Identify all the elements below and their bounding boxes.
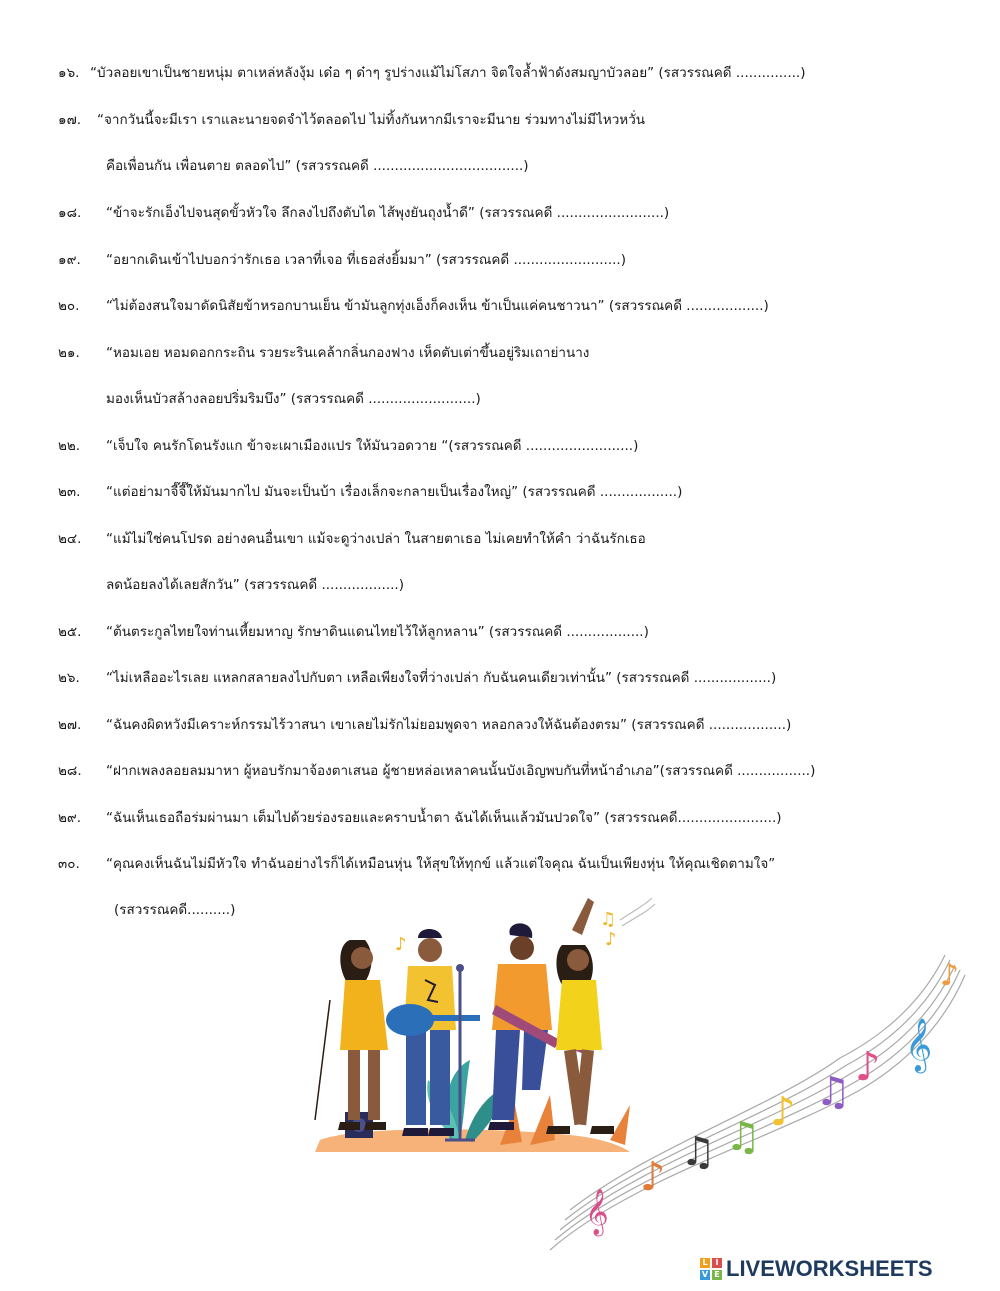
music-note-icon: ♫ <box>680 1129 716 1175</box>
treble-clef-icon: 𝄞 <box>585 1189 609 1235</box>
singer-left <box>315 940 388 1130</box>
liveworksheets-logo-icon: L I V E <box>700 1258 722 1280</box>
treble-clef-icon: 𝄞 <box>905 1017 933 1071</box>
question-number: ๒๗. <box>58 717 82 733</box>
question-text: “ฉันคงผิดหวังมีเคราะห์กรรมไร้วาสนา เขาเลยไม่รักไม่ยอมพูดจา หลอกลวงให้ฉันต้องตรม” (รสวรรณคดี ..................) <box>106 717 792 733</box>
question-text: “ข้าจะรักเอ็งไปจนสุดขั้วหัวใจ ลึกลงไปถึงตับไต ไส้พุงยันถุงน้ำดี” (รสวรรณคดี .........................) <box>106 205 670 221</box>
question-number: ๑๖. <box>58 65 80 81</box>
question-number: ๒๔. <box>58 531 82 547</box>
singer-right <box>546 898 617 1134</box>
music-note-icon: ♪ <box>855 1044 881 1090</box>
question-text: “หอมเอย หอมดอกกระถิน รวยระรินเคล้ากลิ่นกองฟาง เห็ดตับเต่าขึ้นอยู่ริมเถาย่านาง <box>106 345 590 361</box>
question-text: “แต่อย่ามาจี๊จี๊ให้มันมากไป มันจะเป็นบ้า เรื่องเล็กจะกลายเป็นเรื่องใหญ่” (รสวรรณคดี ..................) <box>106 484 683 500</box>
question-number: ๒๐. <box>58 298 80 314</box>
question-number: ๑๘. <box>58 205 82 221</box>
question-text-continuation: (รสวรรณคดี..........) <box>114 902 236 918</box>
question-number: ๒๙. <box>58 810 82 826</box>
band-music-illustration <box>300 890 980 1260</box>
question-text: “จากวันนี้จะมีเรา เราและนายจดจำไว้ตลอดไป ไม่ทิ้งกันหากมีเราจะมีนาย ร่วมทางไม่มีไหวหวั่น <box>97 112 646 128</box>
question-number: ๓๐. <box>58 856 80 872</box>
question-text: “แม้ไม่ใช่คนโปรด อย่างคนอื่นเขา แม้จะดูว่างเปล่า ในสายตาเธอ ไม่เคยทำให้คำ ว่าฉันรักเธอ <box>106 531 646 547</box>
question-text: “เจ็บใจ คนรักโดนรังแก ข้าจะเผาเมืองแปร ให้มันวอดวาย “(รสวรรณคดี .........................) <box>106 438 639 454</box>
question-text-continuation: มองเห็นบัวสล้างลอยปริ่มริมบึง” (รสวรรณคดี .........................) <box>106 391 481 407</box>
question-text: “ต้นตระกูลไทยใจท่านเหี้ยมหาญ รักษาดินแดนไทยไว้ให้ลูกหลาน” (รสวรรณคดี ..................) <box>106 624 649 640</box>
music-note-icon: ♪ <box>640 1154 666 1200</box>
music-notes <box>585 958 959 1237</box>
question-number: ๒๑. <box>58 345 80 361</box>
brand-name: LIVEWORKSHEETS <box>726 1256 933 1281</box>
music-note-icon: ♫ <box>600 909 617 930</box>
liveworksheets-brand <box>700 1256 933 1282</box>
question-text: “คุณคงเห็นฉันไม่มีหัวใจ ทำฉันอย่างไรก็ได้เหมือนหุ่น ให้สุขให้ทุกข์ แล้วแต่ใจคุณ ฉันเป็นเพียงหุ่น ให้คุณเชิดตามใจ” <box>106 856 776 872</box>
music-note-icon: ♪ <box>605 929 617 950</box>
music-staff-ribbon <box>550 955 965 1250</box>
question-text: “บัวลอยเขาเป็นชายหนุ่ม ตาเหล่หลังงุ้ม เด๋อ ๆ ด๋าๆ รูปร่างแม้ไม่โสภา จิตใจล้ำฟ้าดังสมญาบัวลอย” (รสวรรณคดี ...............) <box>90 65 806 81</box>
question-text: “อยากเดินเข้าไปบอกว่ารักเธอ เวลาที่เจอ ที่เธอส่งยิ้มมา” (รสวรรณคดี .........................) <box>106 252 626 268</box>
question-text-continuation: คือเพื่อนกัน เพื่อนตาย ตลอดไป” (รสวรรณคดี ...................................) <box>106 158 529 174</box>
music-note-icon: ♪ <box>395 934 407 955</box>
question-text: “ไม่ต้องสนใจมาดัดนิสัยข้าหรอกบานเย็น ข้ามันลูกทุ่งเอ็งก็คงเห็น ข้าเป็นแค่คนชาวนา” (รสวรรณคดี ..................) <box>106 298 769 314</box>
question-text: “ไม่เหลืออะไรเลย แหลกสลายลงไปกับตา เหลือเพียงใจที่ว่างเปล่า กับฉันคนเดียวเท่านั้น” (รสวรรณคดี ..................) <box>106 670 777 686</box>
question-number: ๒๓. <box>58 484 81 500</box>
music-note-icon: ♫ <box>815 1069 851 1115</box>
question-number: ๒๒. <box>58 438 81 454</box>
question-number: ๒๘. <box>58 763 82 779</box>
question-text: “ฝากเพลงลอยลมมาหา ผู้หอบรักมาจ้องตาเสนอ ผู้ชายหล่อเหลาคนนั้นบังเอิญพบกันที่หน้าอำเภอ”(รสวรรณคดี .................) <box>106 763 816 779</box>
question-number: ๒๕. <box>58 624 82 640</box>
question-number: ๑๙. <box>58 252 81 268</box>
music-note-icon: ♪ <box>770 1089 796 1135</box>
question-text-continuation: ลดน้อยลงได้เลยสักวัน” (รสวรรณคดี ..................) <box>106 577 404 593</box>
question-number: ๑๗. <box>58 112 82 128</box>
question-text: “ฉันเห็นเธอถือร่มผ่านมา เต็มไปด้วยร่องรอยและคราบน้ำตา ฉันได้เห็นแล้วมันปวดใจ” (รสวรรณคดี.......................) <box>106 810 782 826</box>
music-note-icon: ♫ <box>725 1114 761 1160</box>
guitarist-center <box>386 929 480 1136</box>
question-number: ๒๖. <box>58 670 80 686</box>
music-note-icon: ♪ <box>940 958 960 993</box>
